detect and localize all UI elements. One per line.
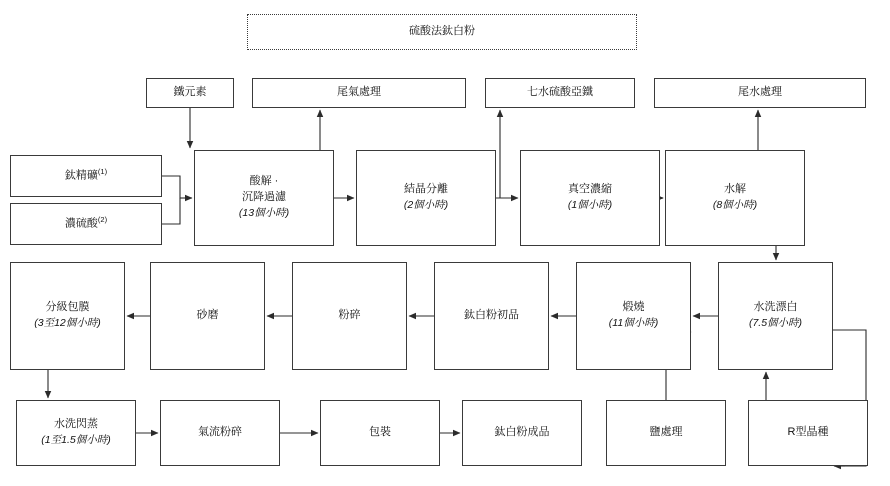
node-label: 鈦精礦$^{(1)}$ [64, 167, 108, 182]
node-label: 水洗閃蒸 [54, 418, 98, 431]
node-hydrolysis [665, 150, 805, 246]
node-ore [10, 155, 162, 197]
node-label: 鈦白粉初品 [464, 309, 519, 322]
node-label: 鐵元素 [173, 86, 207, 99]
node-label: 煅燒 [622, 301, 645, 314]
node-ferrous [485, 78, 635, 108]
node-duration: (3至12個小時) [34, 317, 101, 330]
node-label: 水解 [724, 183, 746, 196]
node-label: 七水硫酸亞鐵 [527, 86, 593, 99]
node-airmill [160, 400, 280, 466]
node-label: 氣流粉碎 [198, 426, 242, 439]
node-duration: (1至1.5個小時) [41, 434, 111, 447]
node-label: 濃硫酸$^{(2)}$ [64, 215, 108, 230]
node-label: 分級包膜 [45, 301, 90, 314]
node-duration: (1個小時) [567, 199, 613, 212]
node-acid [10, 203, 162, 245]
node-label: 包裝 [369, 426, 391, 439]
node-crush [292, 262, 407, 370]
node-label: 粉碎 [338, 309, 361, 322]
node-label: 硫酸法鈦白粉 [409, 25, 475, 38]
node-tailgas [252, 78, 466, 108]
node-duration: (11個小時) [608, 317, 659, 330]
node-rseed [748, 400, 868, 466]
node-label: R型晶種 [787, 426, 829, 439]
node-label: 尾水處理 [738, 86, 782, 99]
node-label-superscript: (2) [97, 215, 108, 225]
node-tailwater [654, 78, 866, 108]
node-label: 酸解 · [249, 175, 279, 188]
node-label: 真空濃縮 [568, 183, 612, 196]
node-label: 結晶分離 [404, 183, 448, 196]
node-product [462, 400, 582, 466]
node-flash [16, 400, 136, 466]
node-sandmill [150, 262, 265, 370]
node-crystal [356, 150, 496, 246]
node-header [247, 14, 637, 50]
node-rawtio2 [434, 262, 549, 370]
node-label: 尾氣處理 [337, 86, 381, 99]
node-coating [10, 262, 125, 370]
node-salt [606, 400, 726, 466]
node-duration: (2個小時) [403, 199, 449, 212]
node-bleach [718, 262, 833, 370]
node-iron [146, 78, 234, 108]
node-label: 鈦白粉成品 [494, 426, 550, 439]
node-duration: (8個小時) [712, 199, 758, 212]
node-label: 沉降過濾 [242, 191, 286, 204]
node-duration: (13個小時) [238, 207, 290, 220]
node-label: 砂磨 [196, 309, 219, 322]
node-label: 水洗漂白 [753, 301, 798, 314]
node-vacuum [520, 150, 660, 246]
node-duration: (7.5個小時) [748, 317, 803, 330]
node-label: 鹽處理 [649, 426, 683, 439]
node-label-superscript: (1) [97, 167, 108, 177]
node-calcine [576, 262, 691, 370]
node-package [320, 400, 440, 466]
node-acidolysis [194, 150, 334, 246]
